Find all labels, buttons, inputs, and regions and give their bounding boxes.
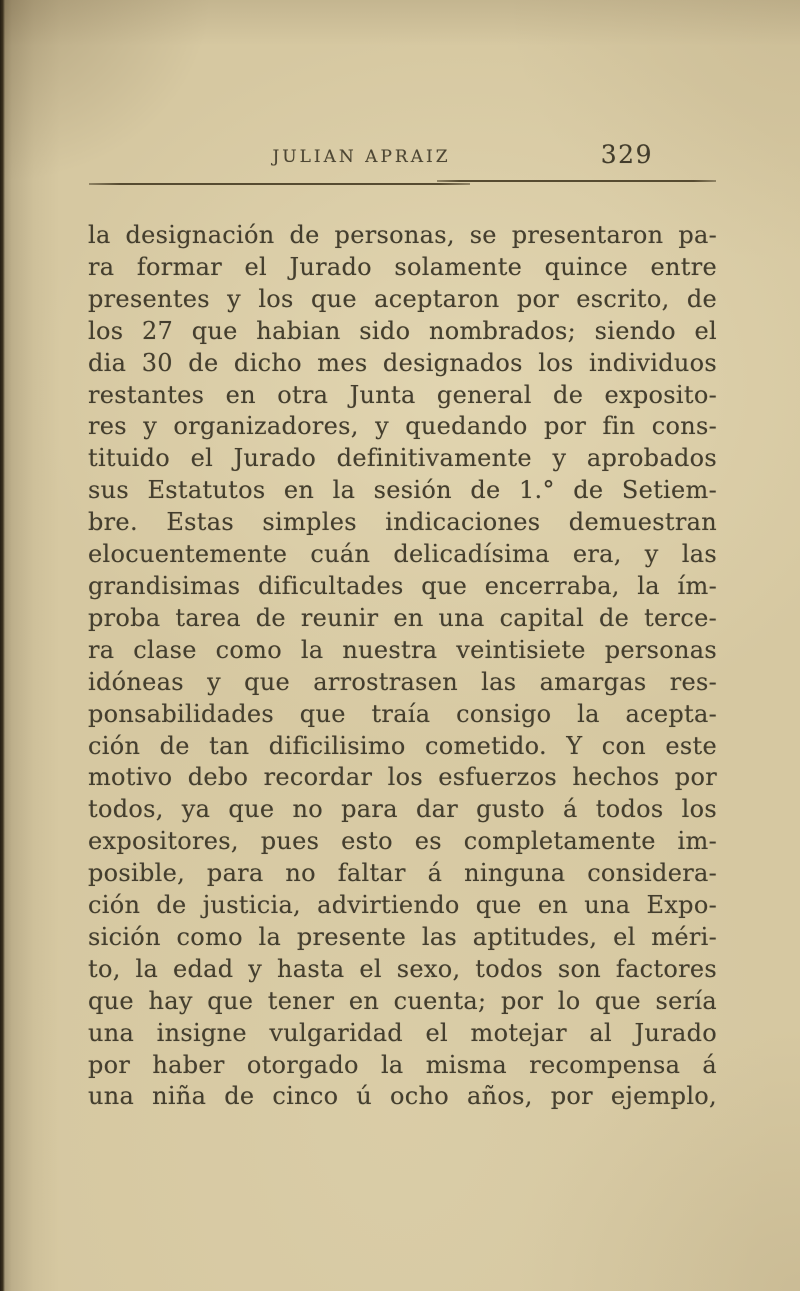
text-line: expositores, pues esto es completamente im- <box>88 827 717 856</box>
text-line: res y organizadores, y quedando por fin cons- <box>88 412 717 441</box>
page-number: 329 <box>600 140 653 169</box>
running-header <box>88 140 717 174</box>
text-line: tituido el Jurado definitivamente y aprobados <box>88 444 717 473</box>
text-line: posible, para no faltar á ninguna considera- <box>88 859 717 888</box>
text-line: ción de justicia, advirtiendo que en una Expo- <box>88 891 717 920</box>
text-line: ra clase como la nuestra veintisiete personas <box>88 635 717 664</box>
text-line: todos, ya que no para dar gusto á todos los <box>88 795 717 824</box>
text-line: restantes en otra Junta general de exposito- <box>88 380 717 409</box>
text-line: por haber otorgado la misma recompensa á <box>88 1050 717 1079</box>
text-line: sición como la presente las aptitudes, el méri- <box>88 922 717 951</box>
text-line: motivo debo recordar los esfuerzos hechos por <box>88 763 717 792</box>
text-line: que hay que tener en cuenta; por lo que sería <box>88 986 717 1015</box>
text-line: sus Estatutos en la sesión de 1.° de Setiem- <box>88 476 717 505</box>
running-header-author: JULIAN APRAIZ <box>272 147 451 167</box>
text-line: dia 30 de dicho mes designados los individuos <box>88 348 717 377</box>
text-line: elocuentemente cuán delicadísima era, y las <box>88 540 717 569</box>
page-left-edge-shadow <box>0 0 5 1291</box>
text-line: una insigne vulgaridad el motejar al Jurado <box>88 1018 717 1047</box>
text-line: la designación de personas, se presentaron pa- <box>88 221 717 249</box>
header-rule-left-segment <box>89 183 470 185</box>
text-line: los 27 que habian sido nombrados; siendo el <box>88 316 717 345</box>
body-text <box>88 220 717 1113</box>
text-line: presentes y los que aceptaron por escrito, de <box>88 284 717 313</box>
text-line: ra formar el Jurado solamente quince entre <box>88 252 717 281</box>
text-line: grandisimas dificultades que encerraba, la ím- <box>88 571 717 600</box>
text-line: ponsabilidades que traía consigo la acepta- <box>88 699 717 728</box>
text-line: proba tarea de reunir en una capital de terce- <box>88 603 717 632</box>
text-line: bre. Estas simples indicaciones demuestran <box>88 508 717 537</box>
header-rule-right-segment <box>437 180 716 182</box>
text-line: idóneas y que arrostrasen las amargas res- <box>88 667 717 696</box>
text-line: to, la edad y hasta el sexo, todos son factores <box>88 954 717 983</box>
text-line: ción de tan dificilisimo cometido. Y con este <box>88 731 717 760</box>
text-line: una niña de cinco ú ocho años, por ejemplo, <box>88 1082 717 1111</box>
